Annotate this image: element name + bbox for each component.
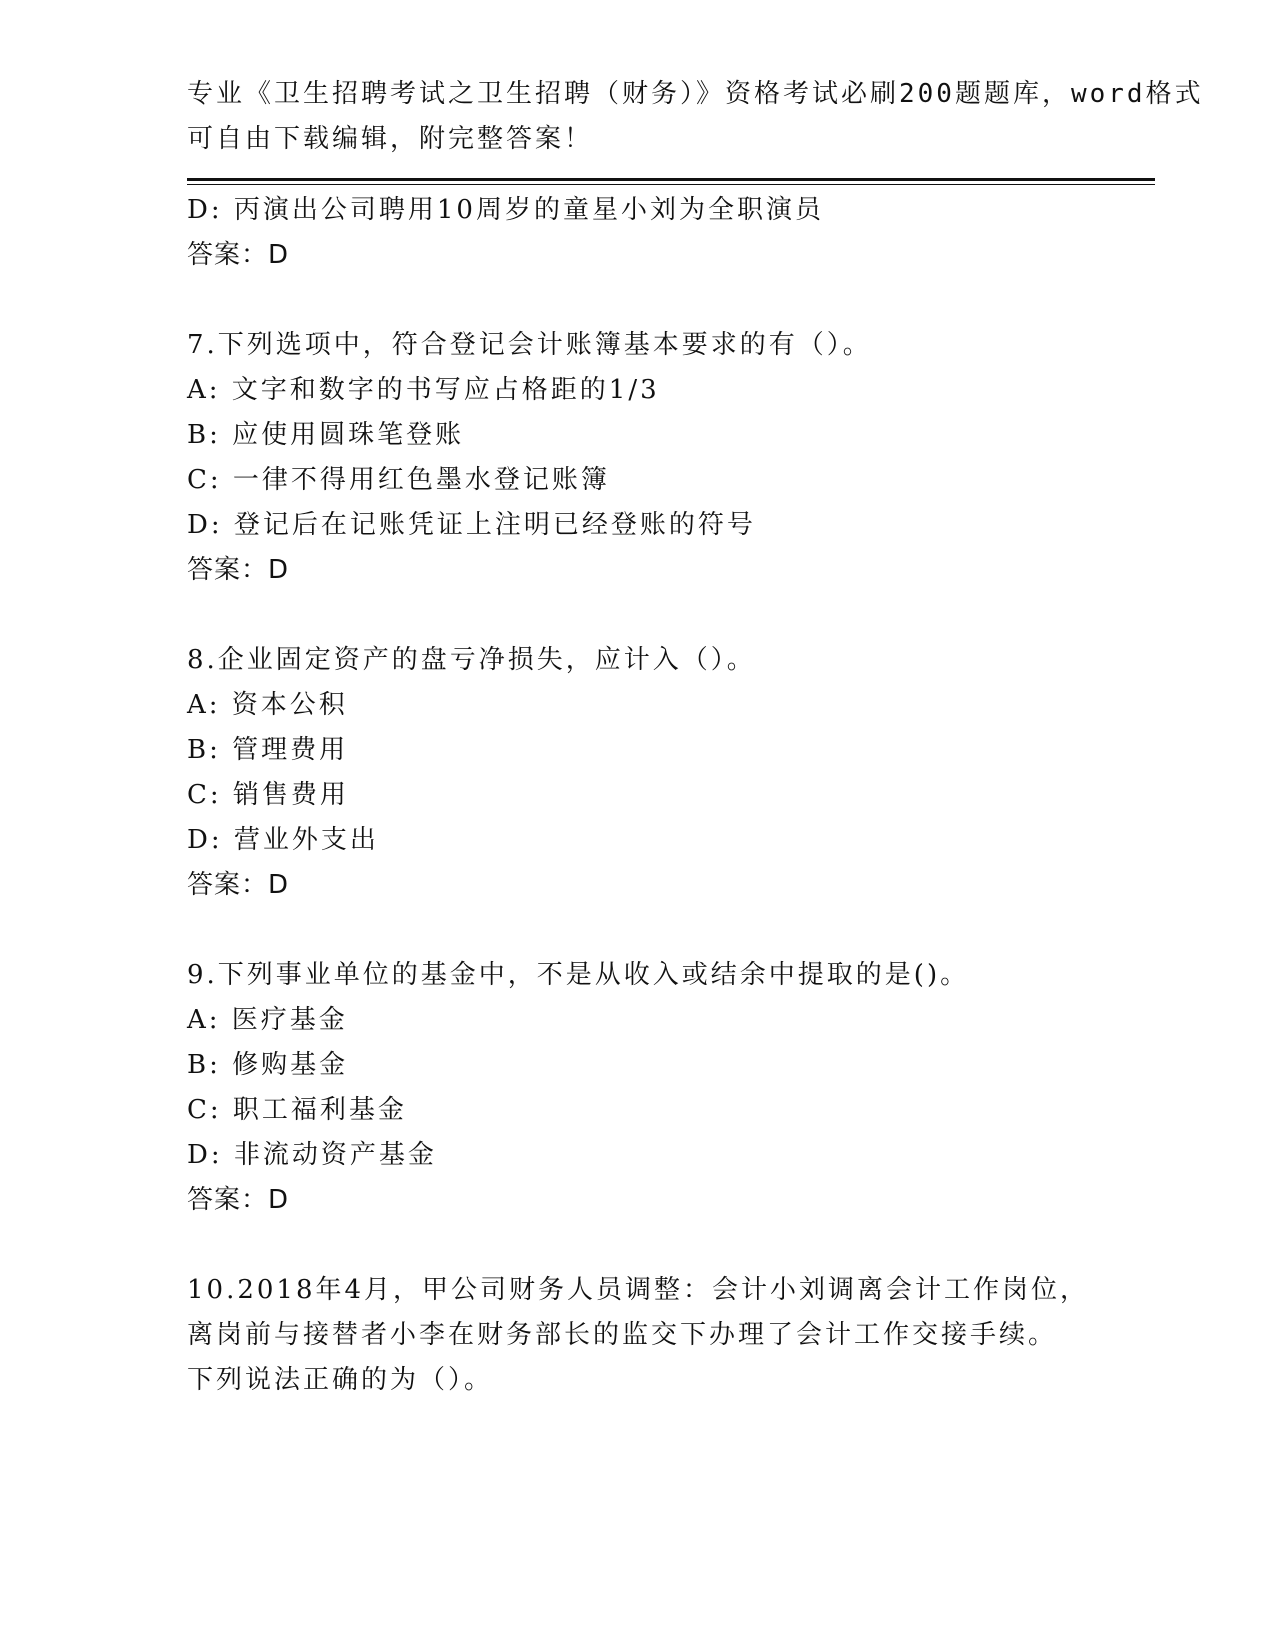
answer: 答案：D	[187, 555, 290, 585]
document-header	[187, 72, 1204, 162]
prev-option-d: D: 丙演出公司聘用10周岁的童星小刘为全职演员	[187, 195, 824, 225]
header-divider-thick	[187, 178, 1155, 181]
question-stem: 8.企业固定资产的盘亏净损失，应计入（）。	[187, 645, 756, 675]
spacer	[187, 593, 1155, 638]
prev-answer: 答案：D	[187, 240, 290, 270]
answer: 答案：D	[187, 870, 290, 900]
question-8	[187, 638, 1155, 908]
option-b: B: 管理费用	[187, 735, 349, 765]
question-stem: 7.下列选项中，符合登记会计账簿基本要求的有（）。	[187, 330, 872, 360]
answer: 答案：D	[187, 1185, 290, 1215]
option-b: B: 应使用圆珠笔登账	[187, 420, 465, 450]
option-a: A: 资本公积	[187, 690, 348, 720]
spacer	[187, 278, 1155, 323]
question-stem-line-1: 10.2018年4月，甲公司财务人员调整：会计小刘调离会计工作岗位，	[187, 1275, 1090, 1305]
question-7	[187, 323, 1155, 593]
question-stem-line-3: 下列说法正确的为（）。	[187, 1365, 494, 1395]
spacer	[187, 1223, 1155, 1268]
spacer	[187, 908, 1155, 953]
header-divider-thin	[187, 184, 1155, 185]
option-a: A: 文字和数字的书写应占格距的1/3	[187, 375, 660, 405]
option-c: C: 销售费用	[187, 780, 349, 810]
option-c: C: 职工福利基金	[187, 1095, 407, 1125]
option-a: A: 医疗基金	[187, 1005, 348, 1035]
question-stem: 9.下列事业单位的基金中，不是从收入或结余中提取的是()。	[187, 960, 970, 990]
option-d: D: 登记后在记账凭证上注明已经登账的符号	[187, 510, 756, 540]
question-content	[187, 188, 1155, 1403]
header-line-1: 专业《卫生招聘考试之卫生招聘（财务）》资格考试必刷200题题库，word格式	[187, 79, 1204, 109]
header-line-2: 可自由下载编辑，附完整答案！	[187, 124, 594, 154]
option-d: D: 非流动资产基金	[187, 1140, 437, 1170]
option-d: D: 营业外支出	[187, 825, 379, 855]
question-9	[187, 953, 1155, 1223]
question-stem-line-2: 离岗前与接替者小李在财务部长的监交下办理了会计工作交接手续。	[187, 1320, 1058, 1350]
option-c: C: 一律不得用红色墨水登记账簿	[187, 465, 610, 495]
option-b: B: 修购基金	[187, 1050, 349, 1080]
question-10	[187, 1268, 1155, 1403]
